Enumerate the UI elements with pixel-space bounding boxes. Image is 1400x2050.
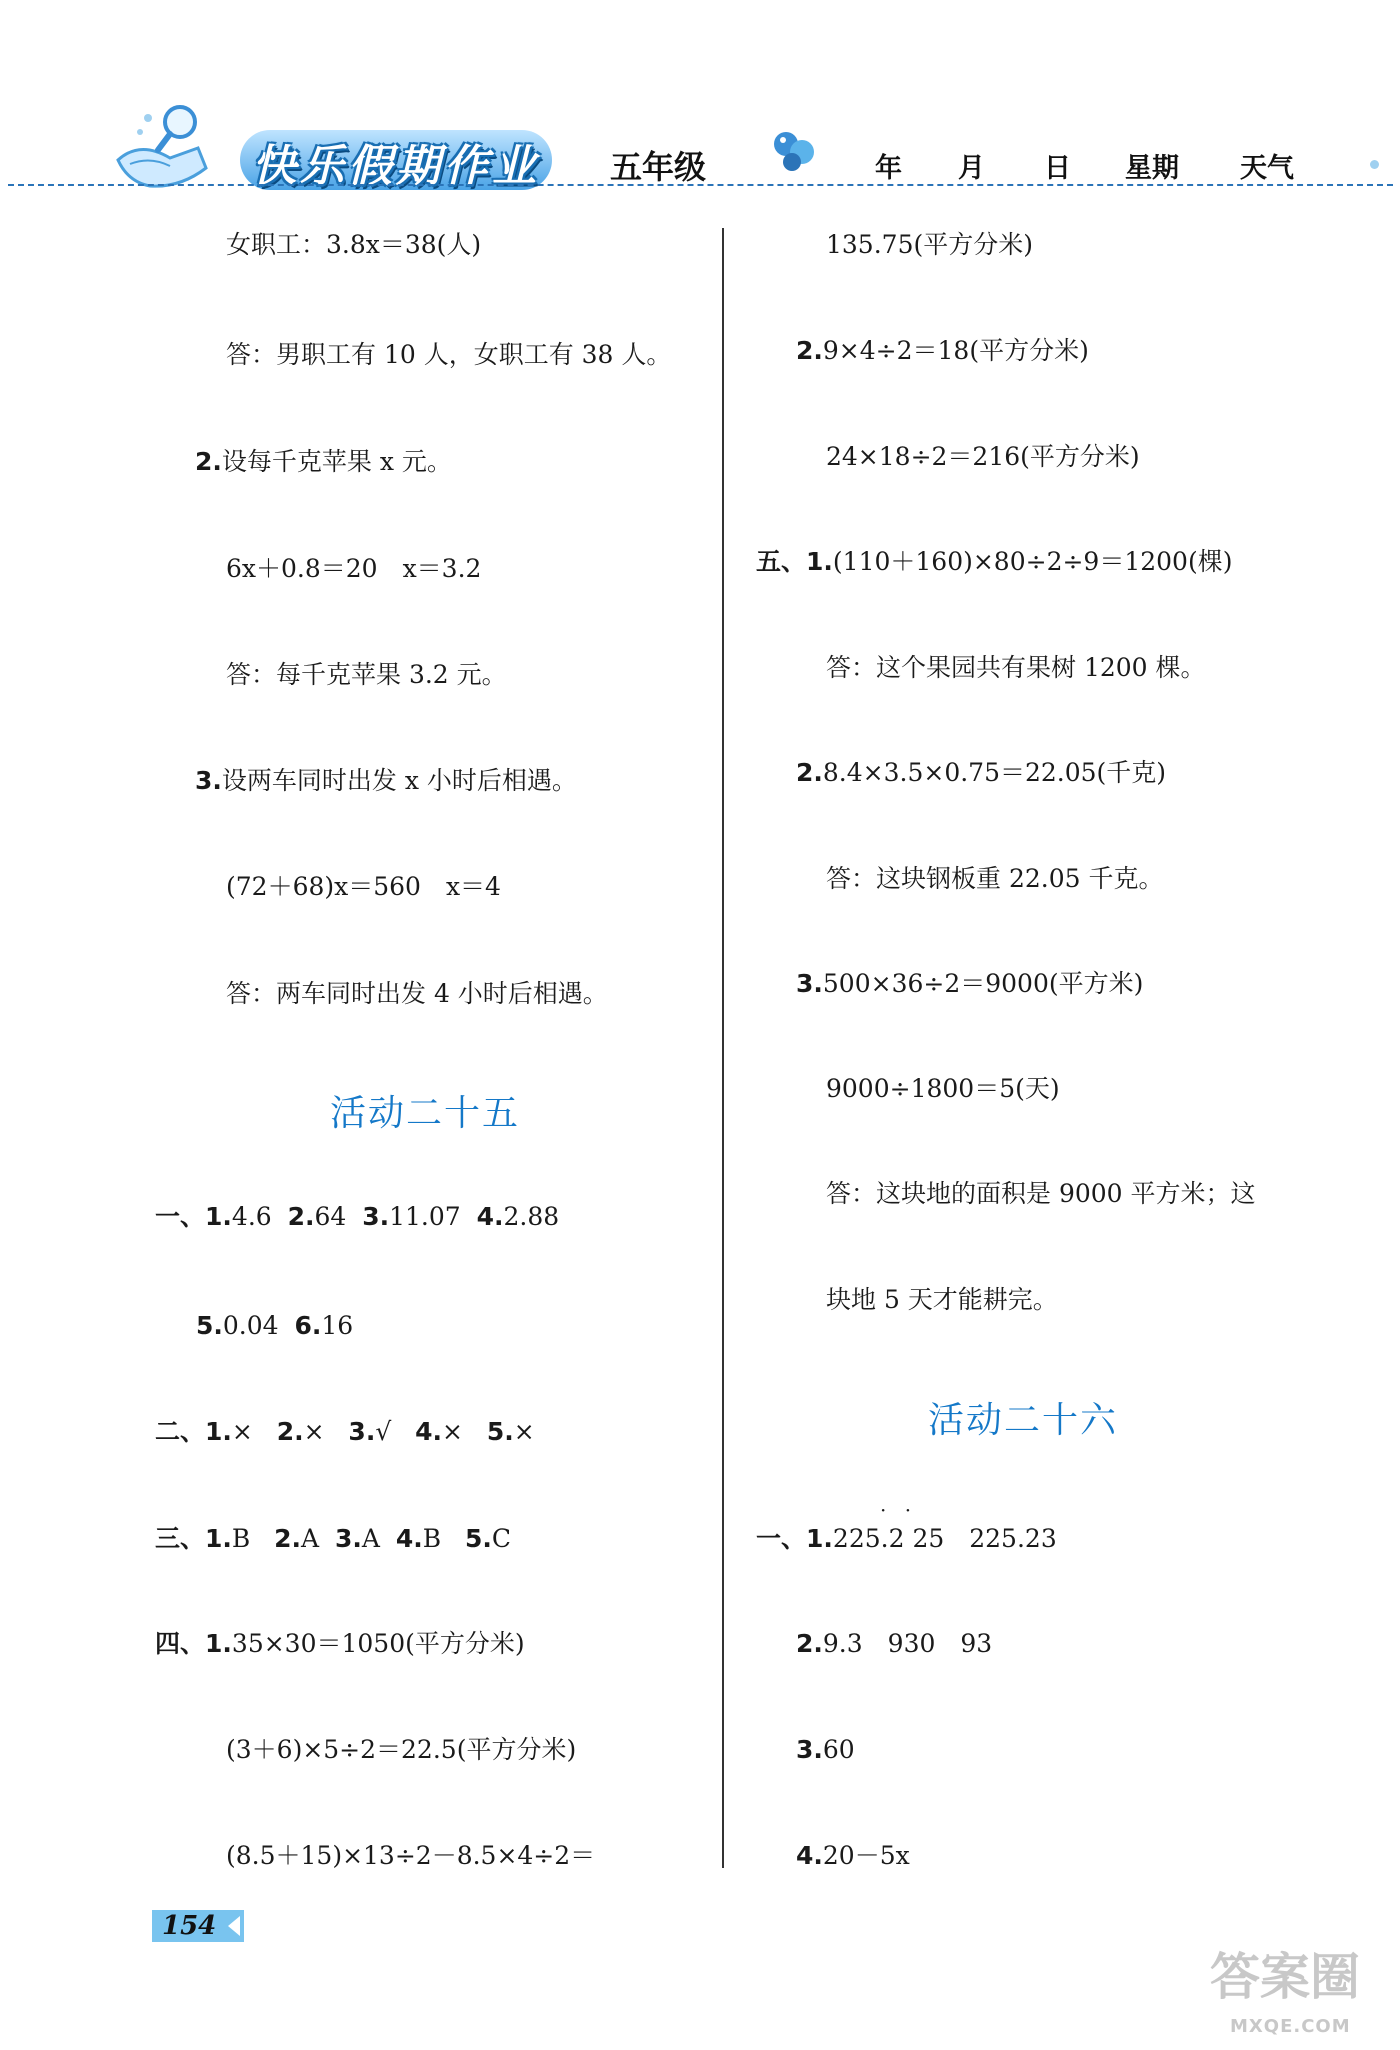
- item-answer: ×: [513, 1417, 535, 1446]
- brand-title: 快乐假期作业: [240, 130, 552, 190]
- page-number-badge: [152, 1910, 244, 1942]
- watermark-text: 答案圈: [1210, 1948, 1360, 2006]
- answer-line: 135.75(平方分米): [826, 230, 1033, 259]
- answer-row: [155, 1200, 559, 1234]
- item-answer: √: [375, 1417, 392, 1446]
- grade-label: 五年级: [610, 148, 707, 186]
- item-answer: 9.3 930 93: [822, 1629, 993, 1658]
- answer-line: 9000÷1800＝5(天): [826, 1074, 1060, 1103]
- section-prefix: 一、: [155, 1202, 206, 1231]
- item-number: 4.: [476, 1202, 504, 1231]
- item-answer: 2.88: [503, 1202, 560, 1231]
- answer-row: [155, 1415, 535, 1449]
- section-prefix: 五、: [756, 547, 807, 576]
- question-number: 3.: [195, 766, 222, 795]
- answer-row: [796, 967, 1143, 1001]
- section-title: 活动二十六: [928, 1400, 1119, 1441]
- item-number: 6.: [294, 1311, 322, 1340]
- item-number: 2.: [796, 758, 823, 787]
- page-number: 154: [162, 1911, 217, 1941]
- answer-line: 答：这个果园共有果树 1200 棵。: [826, 653, 1206, 682]
- question-text: 设两车同时出发 x 小时后相遇。: [221, 766, 577, 795]
- answer-line: 答：这块地的面积是 9000 平方米；这: [826, 1179, 1256, 1208]
- item-number: 2.: [796, 1629, 823, 1658]
- arrow-left-icon: [228, 1916, 240, 1936]
- item-answer: (110＋160)×80÷2÷9＝1200(棵): [832, 547, 1233, 576]
- page-header: [0, 0, 1400, 200]
- answer-row: [756, 545, 1232, 579]
- answer-line: 答：男职工有 10 人，女职工有 38 人。: [226, 340, 672, 369]
- item-number: 2.: [276, 1417, 304, 1446]
- column-divider: [722, 228, 724, 1868]
- item-number: 1.: [205, 1417, 232, 1446]
- item-number: 5.: [486, 1417, 514, 1446]
- item-number: 1.: [806, 547, 833, 576]
- item-answer: 35×30＝1050(平方分米): [231, 1629, 525, 1658]
- date-weekday: 星期: [1125, 153, 1179, 184]
- answer-row: [796, 1733, 855, 1767]
- item-answer: ×: [442, 1417, 463, 1446]
- item-answer: 8.4×3.5×0.75＝22.05(千克): [822, 758, 1167, 787]
- date-month: 月: [958, 153, 985, 184]
- item-answer: 500×36÷2＝9000(平方米): [822, 969, 1144, 998]
- question-text: 设每千克苹果 x 元。: [221, 447, 452, 476]
- answer-line: 6x＋0.8＝20 x＝3.2: [226, 554, 482, 583]
- decorative-dot: [1370, 160, 1379, 169]
- book-magnifier-icon: [110, 100, 220, 190]
- answer-row: [756, 1522, 1057, 1556]
- item-answer: A: [301, 1524, 320, 1553]
- question-number: 2.: [195, 447, 222, 476]
- item-number: 2.: [796, 336, 823, 365]
- item-number: 3.: [335, 1524, 362, 1553]
- answer-row: [155, 1627, 525, 1661]
- answer-line: 24×18÷2＝216(平方分米): [826, 442, 1140, 471]
- item-number: 1.: [806, 1524, 833, 1553]
- answer-line: (3＋6)×5÷2＝22.5(平方分米): [226, 1735, 577, 1764]
- answer-line: 答：两车同时出发 4 小时后相遇。: [226, 979, 608, 1008]
- section-prefix: 一、: [756, 1524, 807, 1553]
- item-number: 5.: [465, 1524, 492, 1553]
- answer-row: [155, 1522, 511, 1556]
- answer-line: (8.5＋15)×13÷2－8.5×4÷2＝: [226, 1841, 596, 1870]
- answer-row: [796, 1839, 910, 1873]
- item-answer: 20－5x: [822, 1841, 910, 1870]
- item-answer: 60: [822, 1735, 855, 1764]
- item-number: 3.: [796, 1735, 823, 1764]
- answer-line: 女职工：3.8x＝38(人): [226, 230, 482, 259]
- section-title: 活动二十五: [330, 1093, 521, 1134]
- item-answer: C: [491, 1524, 512, 1553]
- answer-line: 答：每千克苹果 3.2 元。: [226, 660, 507, 689]
- item-number: 3.: [796, 969, 823, 998]
- item-number: 5.: [196, 1311, 223, 1340]
- item-number: 3.: [348, 1417, 376, 1446]
- item-answer: B: [422, 1524, 442, 1553]
- item-number: 4.: [796, 1841, 823, 1870]
- item-answer: 9×4÷2＝18(平方分米): [822, 336, 1089, 365]
- item-number: 1.: [205, 1524, 232, 1553]
- item-number: 2.: [287, 1202, 315, 1231]
- section-prefix: 三、: [155, 1524, 206, 1553]
- date-year: 年: [875, 153, 902, 184]
- answer-line: 答：这块钢板重 22.05 千克。: [826, 864, 1164, 893]
- date-weather: 天气: [1240, 153, 1294, 184]
- balloon-icon: [770, 128, 820, 176]
- answer-line: (72＋68)x＝560 x＝4: [226, 872, 501, 901]
- section-prefix: 四、: [155, 1629, 206, 1658]
- item-number: 2.: [274, 1524, 302, 1553]
- item-number: 1.: [205, 1202, 232, 1231]
- date-day: 日: [1044, 153, 1071, 184]
- item-answer: B: [231, 1524, 251, 1553]
- answer-row: [796, 334, 1089, 368]
- answer-row: [196, 1309, 353, 1343]
- answer-row: [796, 1627, 992, 1661]
- item-answer: ×: [303, 1417, 325, 1446]
- watermark: [1210, 1948, 1360, 2037]
- item-answer: 64: [314, 1202, 347, 1231]
- section-prefix: 二、: [155, 1417, 206, 1446]
- question-line: [195, 445, 452, 479]
- question-line: [195, 764, 577, 798]
- item-number: 1.: [205, 1629, 232, 1658]
- item-number: 4.: [415, 1417, 443, 1446]
- answer-line: 块地 5 天才能耕完。: [826, 1285, 1058, 1314]
- item-answer: 11.07: [389, 1202, 461, 1231]
- item-answer: 0.04: [222, 1311, 279, 1340]
- repeating-decimal-dots: · ·: [880, 1498, 918, 1522]
- item-answer: ×: [231, 1417, 253, 1446]
- item-answer: 16: [321, 1311, 354, 1340]
- watermark-url: MXQE.COM: [1230, 2016, 1351, 2037]
- item-number: 3.: [362, 1202, 390, 1231]
- item-answer: 4.6: [231, 1202, 272, 1231]
- item-number: 4.: [395, 1524, 423, 1553]
- header-divider: [8, 184, 1393, 186]
- answer-row: [796, 756, 1166, 790]
- item-answer: 225.2 25 225.23: [832, 1524, 1057, 1553]
- item-answer: A: [361, 1524, 380, 1553]
